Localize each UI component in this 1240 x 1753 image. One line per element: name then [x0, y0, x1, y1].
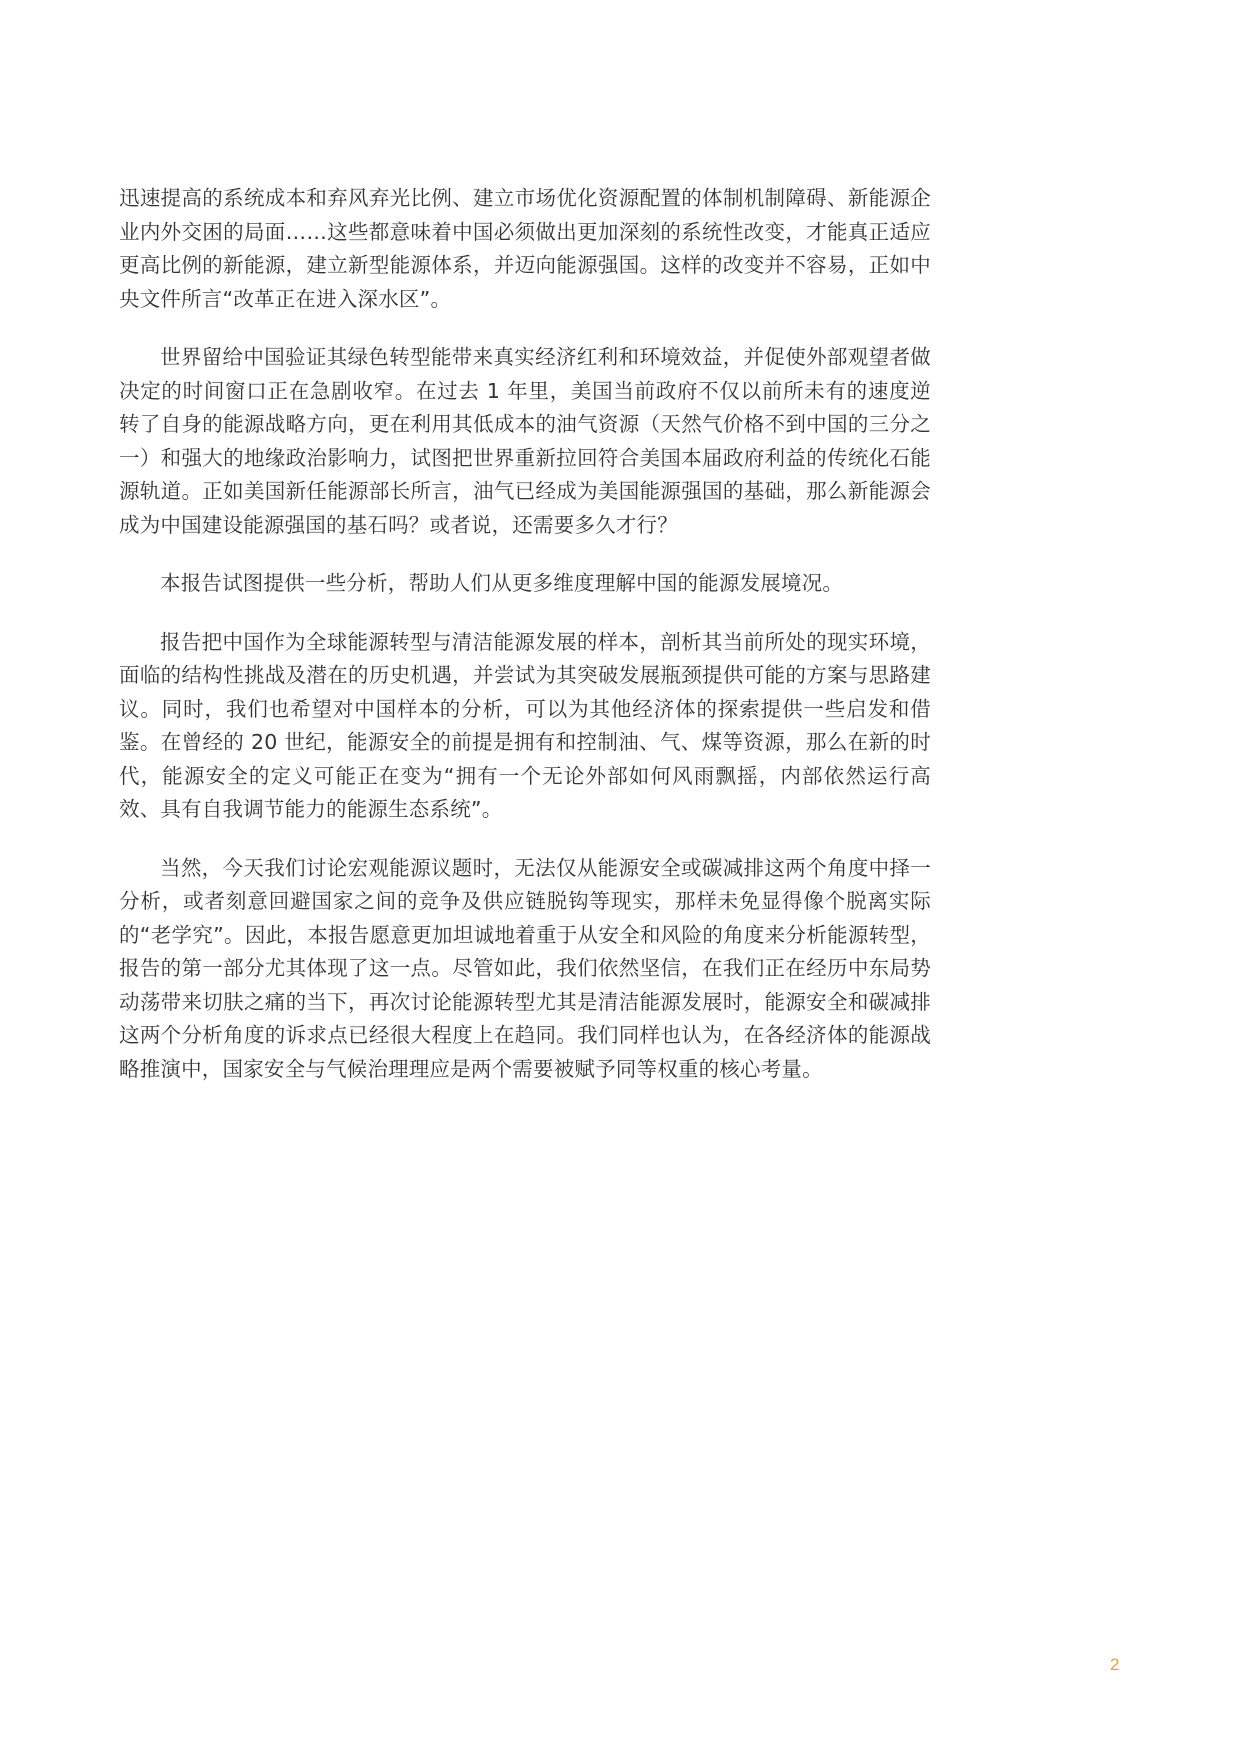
paragraph-2: 世界留给中国验证其绿色转型能带来真实经济红利和环境效益，并促使外部观望者做决定的时间窗口正在急剧收窄。在过去 1 年里，美国当前政府不仅以前所未有的速度逆转了自身的能源战略方向，更在利用其低成本的油气资源（天然气价格不到中国的三分之一）和强大的地缘政治影响力，试图把世界重新拉回符合美国本届政府利益的传统化石能源轨道。正如美国新任能源部长所言，油气已经成为美国能源强国的基础，那么新能源会成为中国建设能源强国的基石吗？或者说，还需要多久才行？: [119, 345, 931, 537]
page-number: 2: [1110, 1655, 1120, 1674]
paragraph-3: 本报告试图提供一些分析，帮助人们从更多维度理解中国的能源发展境况。: [160, 571, 844, 595]
body-text: [119, 182, 931, 1111]
paragraph-5: 当然，今天我们讨论宏观能源议题时，无法仅从能源安全或碳减排这两个角度中择一分析，或者刻意回避国家之间的竞争及供应链脱钩等现实，那样未免显得像个脱离实际的“老学究”。因此，本报告愿意更加坦诚地着重于从安全和风险的角度来分析能源转型，报告的第一部分尤其体现了这一点。尽管如此，我们依然坚信，在我们正在经历中东局势动荡带来切肤之痛的当下，再次讨论能源转型尤其是清洁能源发展时，能源安全和碳减排这两个分析角度的诉求点已经很大程度上在趋同。我们同样也认为，在各经济体的能源战略推演中，国家安全与气候治理理应是两个需要被赋予同等权重的核心考量。: [119, 855, 931, 1081]
paragraph-4: 报告把中国作为全球能源转型与清洁能源发展的样本，剖析其当前所处的现实环境，面临的结构性挑战及潜在的历史机遇，并尝试为其突破发展瓶颈提供可能的方案与思路建议。同时，我们也希望对中国样本的分析，可以为其他经济体的探索提供一些启发和借鉴。在曾经的 20 世纪，能源安全的前提是拥有和控制油、气、煤等资源，那么在新的时代，能源安全的定义可能正在变为“拥有一个无论外部如何风雨飘摇，内部依然运行高效、具有自我调节能力的能源生态系统”。: [119, 629, 931, 821]
paragraph-1: 迅速提高的系统成本和弃风弃光比例、建立市场优化资源配置的体制机制障碍、新能源企业内外交困的局面……这些都意味着中国必须做出更加深刻的系统性改变，才能真正适应更高比例的新能源，建立新型能源体系，并迈向能源强国。这样的改变并不容易，正如中央文件所言“改革正在进入深水区”。: [119, 186, 931, 311]
